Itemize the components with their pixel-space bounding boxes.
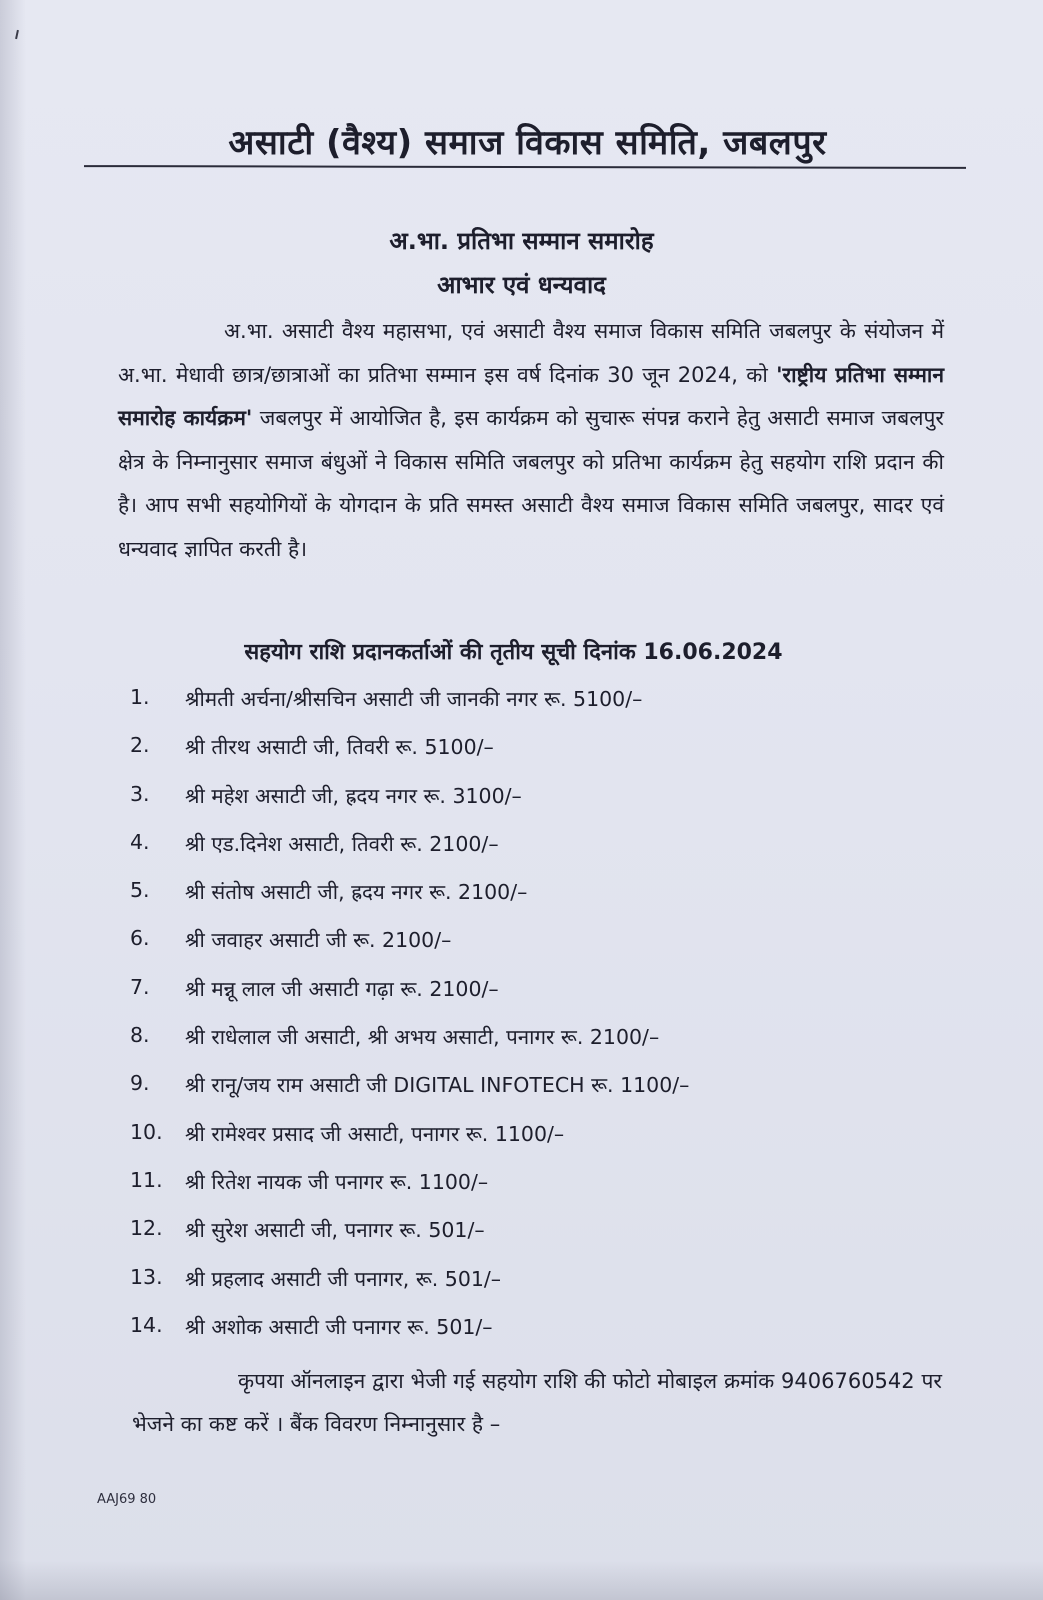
donor-number: 9. — [130, 1071, 150, 1096]
donor-item — [130, 733, 689, 781]
donor-text: श्री सुरेश असाटी जी, पनागर रू. 501/– — [185, 1218, 485, 1243]
donor-number: 2. — [130, 733, 150, 758]
donor-text: श्री रामेश्वर प्रसाद जी असाटी, पनागर रू. 1100/– — [185, 1121, 565, 1146]
intro-event-name: 'राष्ट्रीय प्रतिभा सम्मान समारोह कार्यक्रम' — [118, 362, 944, 430]
event-title: अ.भा. प्रतिभा सम्मान समारोह — [389, 227, 654, 255]
donor-text: श्री प्रहलाद असाटी जी पनागर, रू. 501/– — [185, 1266, 502, 1291]
donor-number: 5. — [130, 878, 150, 903]
donor-item — [130, 1120, 689, 1168]
title-underline — [84, 165, 966, 169]
donor-number: 11. — [130, 1167, 163, 1192]
donor-text: श्री संतोष असाटी जी, ह्रदय नगर रू. 2100/– — [185, 880, 528, 905]
donor-text: श्री एड.दिनेश असाटी, तिवरी रू. 2100/– — [185, 831, 499, 856]
donor-list — [130, 685, 689, 1361]
donor-number: 4. — [130, 829, 150, 854]
donor-number: 7. — [130, 974, 150, 999]
donor-item — [130, 1023, 689, 1071]
donor-item — [130, 1071, 689, 1119]
intro-text-part2: जबलपुर में आयोजित है, इस कार्यक्रम को सुचारू संपन्न कराने हेतु असाटी समाज जबलपुर क्षेत्र के निम्नानुसार समाज बंधुओं ने विकास समिति जबलपुर को प्रतिभा कार्यक्रम हेतु सहयोग राशि प्रदान की है। आप सभी सहयोगियों के योगदान के प्रति समस्त असाटी वैश्य समाज विकास समिति जबलपुर, सादर एवं धन्यवाद ज्ञापित करती है। — [118, 406, 944, 561]
footer-code: AAJ69 80 — [97, 1492, 157, 1507]
donor-item — [130, 1168, 689, 1216]
donor-text: श्री जवाहर असाटी जी रू. 2100/– — [185, 928, 452, 953]
donor-number: 8. — [130, 1023, 150, 1048]
donor-item — [130, 1216, 689, 1264]
donor-text: श्री मन्नू लाल जी असाटी गढ़ा रू. 2100/– — [185, 976, 499, 1001]
donor-list-heading: सहयोग राशि प्रदानकर्ताओं की तृतीय सूची दिनांक 16.06.2024 — [244, 640, 783, 665]
donor-item — [130, 878, 689, 926]
donor-number: 3. — [130, 781, 150, 806]
intro-paragraph — [118, 310, 944, 571]
thanks-heading: आभार एवं धन्यवाद — [437, 271, 606, 299]
closing-paragraph: कृपया ऑनलाइन द्वारा भेजी गई सहयोग राशि की फोटो मोबाइल क्रमांक 9406760542 पर भेजने का कष्ट करें । बैंक विवरण निम्नानुसार है – — [132, 1369, 942, 1436]
donor-item — [130, 926, 689, 974]
donor-item — [130, 975, 689, 1023]
donor-item — [130, 685, 689, 733]
donor-text: श्री रानू/जय राम असाटी जी DIGITAL INFOTECH रू. 1100/– — [185, 1073, 690, 1098]
donor-number: 10. — [130, 1119, 163, 1144]
donor-text: श्रीमती अर्चना/श्रीसचिन असाटी जी जानकी नगर रू. 5100/– — [185, 687, 643, 711]
donor-text: श्री अशोक असाटी जी पनागर रू. 501/– — [185, 1314, 493, 1339]
donor-number: 12. — [130, 1216, 163, 1241]
donor-item — [130, 830, 689, 878]
donor-number: 14. — [130, 1312, 163, 1337]
donor-item — [130, 782, 689, 830]
donor-item — [130, 1265, 689, 1313]
donor-number: 6. — [130, 926, 150, 951]
organization-title: असाटी (वैश्य) समाज विकास समिति, जबलपुर — [228, 123, 827, 163]
donor-number: 1. — [130, 685, 150, 709]
donor-text: श्री महेश असाटी जी, ह्रदय नगर रू. 3100/– — [185, 783, 522, 808]
donor-text: श्री राधेलाल जी असाटी, श्री अभय असाटी, पनागर रू. 2100/– — [185, 1025, 660, 1050]
donor-number: 13. — [130, 1264, 163, 1289]
intro-text-part1: अ.भा. असाटी वैश्य महासभा, एवं असाटी वैश्य समाज विकास समिति जबलपुर के संयोजन में अ.भा. मेधावी छात्र/छात्राओं का प्रतिभा सम्मान इस वर्ष दिनांक 30 जून 2024, को — [118, 319, 944, 387]
donor-item — [130, 1313, 689, 1361]
donor-text: श्री रितेश नायक जी पनागर रू. 1100/– — [185, 1169, 489, 1194]
page-bottom-shadow — [0, 1560, 1043, 1600]
donor-text: श्री तीरथ असाटी जी, तिवरी रू. 5100/– — [185, 735, 494, 760]
